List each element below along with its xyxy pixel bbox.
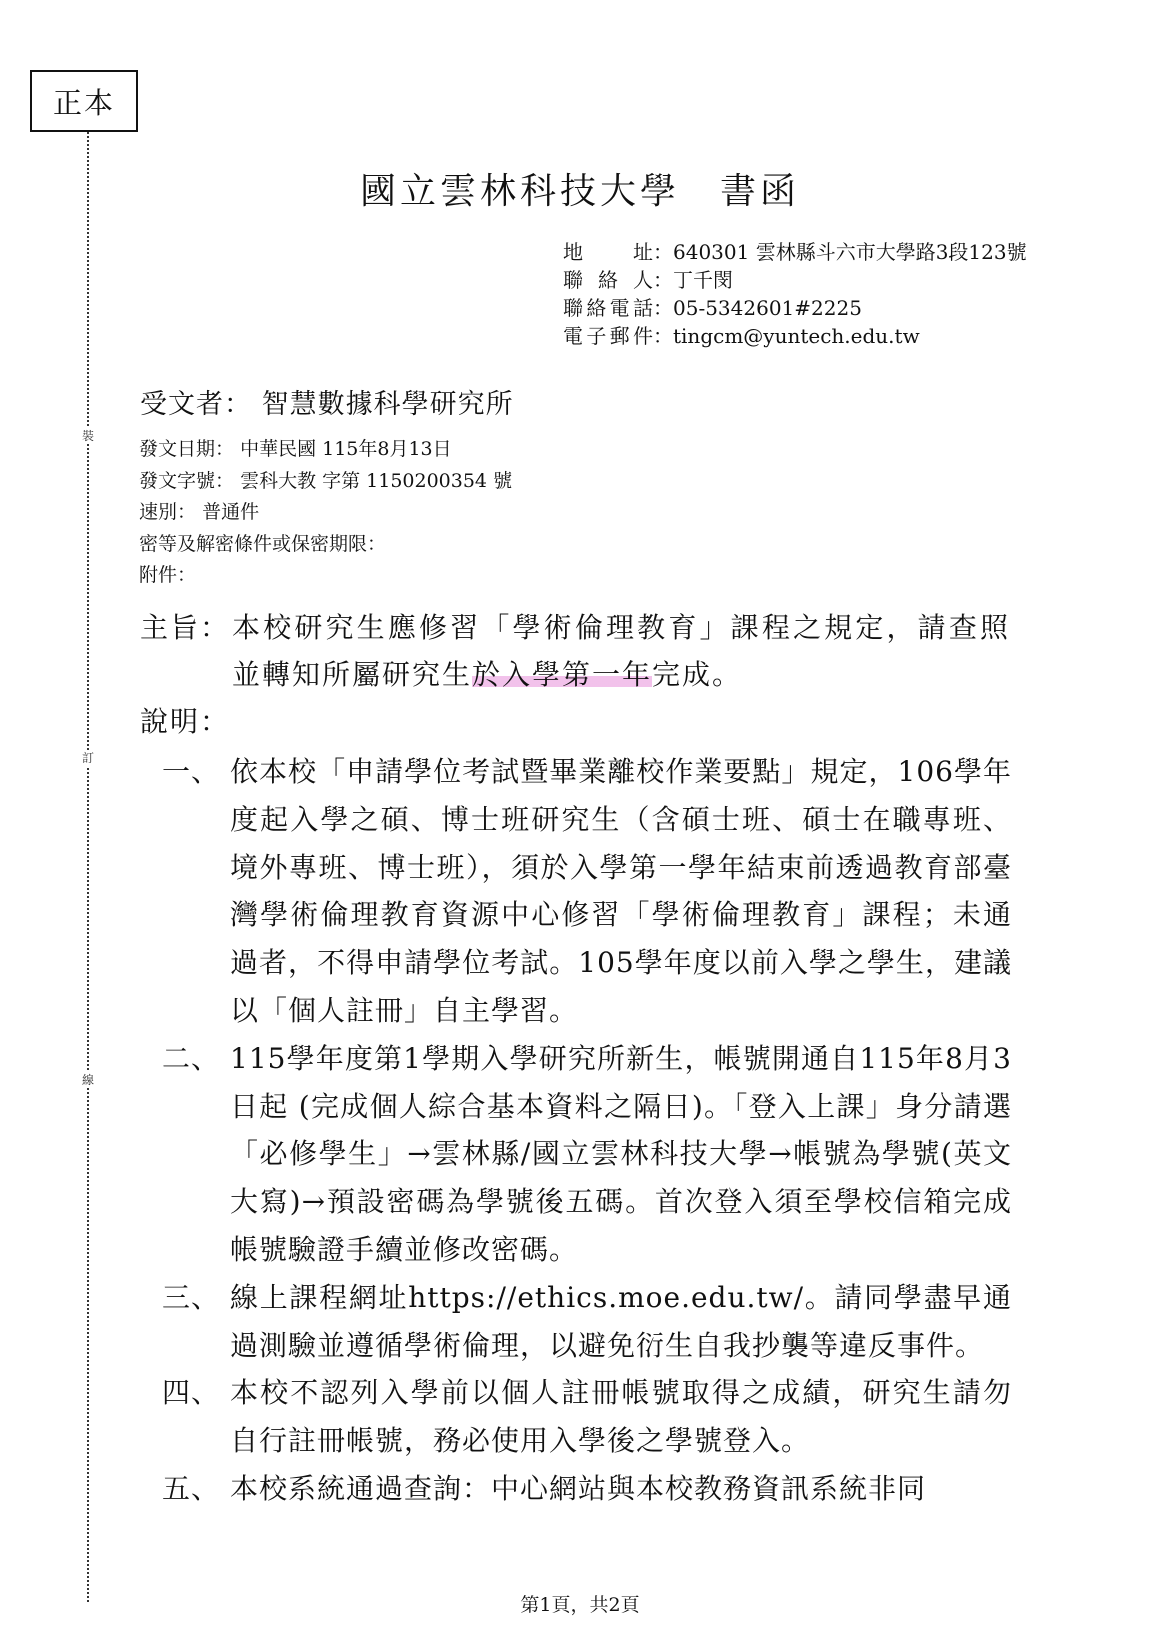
urgency: 速別： 普通件 (139, 501, 260, 523)
contact-phone: 聯絡電話 ： 05-5342601#2225 (563, 296, 862, 320)
contact-person: 聯 絡 人 ： 丁千閔 (563, 268, 733, 292)
binding-char-ding: 訂 (79, 750, 97, 766)
explanation-list (162, 748, 1012, 1513)
issue-meta (139, 434, 512, 592)
binding-char-zhuang: 裝 (79, 428, 97, 444)
subject-label: 主旨： (140, 611, 231, 644)
subject (140, 604, 1010, 698)
contact-block (563, 238, 1027, 350)
document-title (0, 163, 1160, 214)
binding-char-xian: 線 (79, 1072, 97, 1088)
subject-highlight: 於入學第一年 (472, 658, 653, 691)
contact-address: 地 址 ： 640301 雲林縣斗六市大學路3段123號 (563, 240, 1027, 264)
explanation-label: 說明： (140, 705, 231, 738)
contact-email: 電子郵件 ： tingcm@yuntech.edu.tw (563, 324, 920, 348)
recipient-value: 智慧數據科學研究所 (261, 389, 514, 420)
recipient-label: 受文者： (140, 389, 252, 420)
original-copy-stamp: 正本 (30, 70, 138, 132)
binding-dotted-line (87, 132, 89, 1602)
explanation-item-2: 二、 115學年度第1學期入學研究所新生，帳號開通自115年8月3日起 (完成個人綜合基本資料之隔日)。「登入上課」身分請選「必修學生」→雲林縣/國立雲林科技大學→帳號為學號(英文大寫)→預設密碼為學號後五碼。首次登入須至學校信箱完成帳號驗證手續並修改密碼。 (162, 1041, 1012, 1266)
explanation-item-4: 四、 本校不認列入學前以個人註冊帳號取得之成績，研究生請勿自行註冊帳號，務必使用入學後之學號登入。 (162, 1376, 1012, 1458)
subject-text: 本校研究生應修習「學術倫理教育」課程之規定，請查照並轉知所屬研究生於入學第一年完成。 (232, 611, 1010, 691)
issue-number: 發文字號： 雲科大教 字第 1150200354 號 (139, 469, 513, 492)
page-number: 第1頁，共2頁 (520, 1594, 640, 1616)
title-organization: 國立雲林科技大學 (359, 171, 680, 212)
title-doc-type: 書函 (720, 171, 801, 212)
explanation-item-3: 三、 線上課程網址https://ethics.moe.edu.tw/。請同學盡早通過測驗並遵循學術倫理，以避免衍生自我抄襲等違反事件。 (162, 1280, 1012, 1362)
explanation-item-5: 五、 本校系統通過查詢：中心網站與本校教務資訊系統非同 (162, 1471, 927, 1505)
recipient (140, 382, 514, 421)
attachments: 附件： (139, 564, 197, 586)
issue-date: 發文日期： 中華民國 115年8月13日 (139, 438, 452, 460)
classification: 密等及解密條件或保密期限： (139, 532, 387, 555)
explanation-item-1: 一、 依本校「申請學位考試暨畢業離校作業要點」規定，106學年度起入學之碩、博士班研究生（含碩士班、碩士在職專班、境外專班、博士班），須於入學第一學年結束前透過教育部臺灣學術倫理教育資源中心修習「學術倫理教育」課程；未通過者，不得申請學位考試。105學年度以前入學之學生，建議以「個人註冊」自主學習。 (162, 755, 1012, 1027)
